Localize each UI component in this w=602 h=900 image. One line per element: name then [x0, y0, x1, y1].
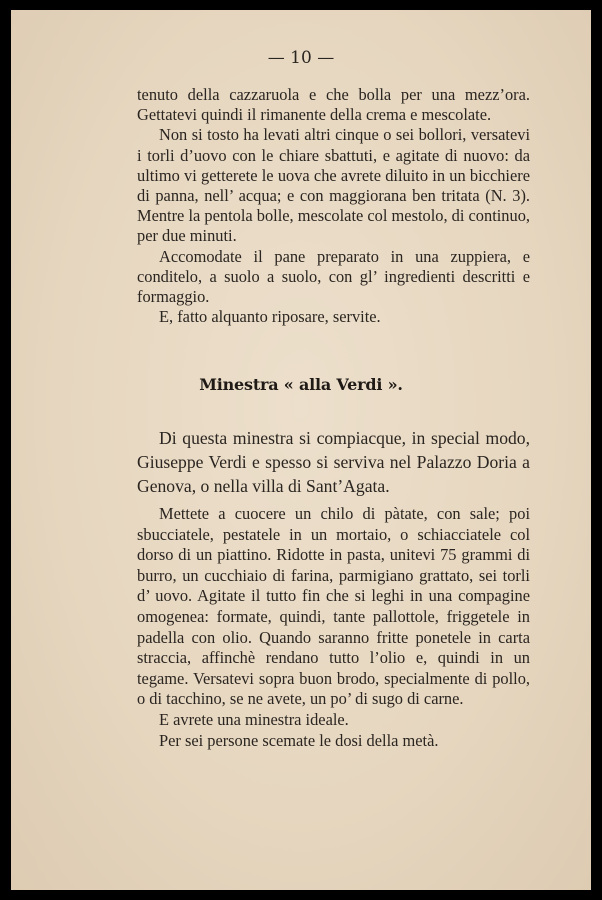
paragraph: Per sei persone scemate le dosi della metà.	[159, 730, 439, 750]
recipe-intro	[137, 426, 530, 499]
paragraph: tenuto della cazzaruola e che bolla per una mezz’ora. Gettatevi quindi il rimanente della crema e mescolate.	[137, 85, 530, 125]
paragraph: E avrete una minestra ideale.	[159, 709, 349, 729]
paragraph: Accomodate il pane preparato in una zuppiera, e conditelo, a suolo a suolo, con gl’ ingredienti descritti e formaggio.	[137, 246, 530, 307]
recipe-body	[137, 504, 530, 751]
recipe-title: Minestra « alla Verdi ».	[199, 375, 403, 394]
paragraph: Mettete a cuocere un chilo di pàtate, con sale; poi sbucciatele, pestatele in un mortaio, o schiacciatele col dorso di un piattino. Ridotte in pasta, unitevi 75 grammi di burro, un cucchiaio di farina, parmigiano grattato, sei torli d’ uovo. Agitate il tutto fin che si leghi in una compagine omogenea: formate, quindi, tante pallottole, friggetele in padella con olio. Quando saranno fritte ponetele in carta straccia, affinchè rendano tutto l’olio e, quindi in un tegame. Versatevi sopra buon brodo, specialmente di pollo, o di tacchino, se ne avete, un po’ di sugo di carne.	[137, 504, 530, 709]
intro-paragraph: Di questa minestra si compiacque, in special modo, Giuseppe Verdi e spesso si serviva nel Palazzo Doria a Genova, o nella villa di Sant’Agata.	[137, 428, 530, 497]
book-page	[11, 10, 591, 890]
page-number: — 10 —	[267, 48, 335, 68]
recipe-continuation	[137, 85, 530, 327]
paragraph: Non si tosto ha levati altri cinque o sei bollori, versatevi i torli d’uovo con le chiare sbattuti, e agitate di nuovo: da ultimo vi getterete le uova che avrete diluito in un bicchiere di panna, nell’ acqua; e con maggiorana ben tritata (N. 3). Mentre la pentola bolle, mescolate col mestolo, di continuo, per due minuti.	[137, 125, 530, 246]
paragraph: E, fatto alquanto riposare, servite.	[159, 307, 381, 327]
